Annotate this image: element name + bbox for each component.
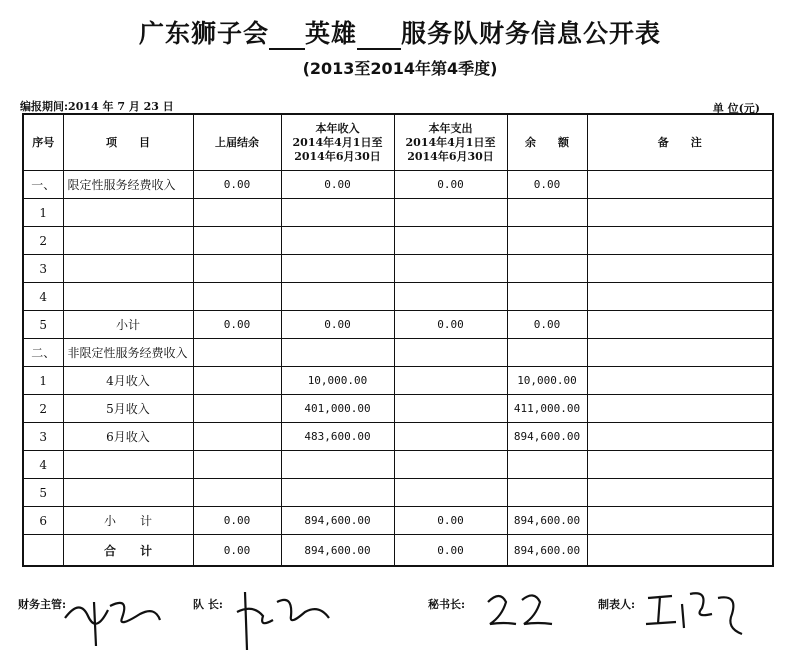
- row-seq: 4: [23, 451, 63, 479]
- row-expense: [394, 367, 507, 395]
- signature-row: [18, 596, 788, 666]
- row-expense: [394, 423, 507, 451]
- table-row: [23, 535, 773, 567]
- col-prev-balance: 上届结余: [193, 114, 281, 171]
- secretary-label: 秘书长:: [428, 598, 466, 611]
- row-remark: [587, 171, 773, 199]
- row-prev-balance: [193, 255, 281, 283]
- col-remark: 备 注: [587, 114, 773, 171]
- table-row: [23, 479, 773, 507]
- row-expense: [394, 227, 507, 255]
- row-remark: [587, 199, 773, 227]
- row-prev-balance: [193, 451, 281, 479]
- table-row: [23, 507, 773, 535]
- table-header: [23, 114, 773, 171]
- row-item: [63, 255, 193, 283]
- team-leader-label: 队 长:: [193, 598, 223, 611]
- row-income: [281, 283, 394, 311]
- row-prev-balance: 0.00: [193, 311, 281, 339]
- handwritten-signature-icon: [642, 584, 752, 644]
- row-item: [63, 451, 193, 479]
- preparer-signature: [598, 596, 635, 612]
- row-seq: 5: [23, 479, 63, 507]
- row-income: [281, 451, 394, 479]
- row-remark: [587, 283, 773, 311]
- row-income: 0.00: [281, 171, 394, 199]
- col-expense-label: 本年支出 2014年4月1日至 2014年6月30日: [405, 121, 496, 163]
- row-item: 小 计: [63, 507, 193, 535]
- team-leader-signature: [193, 596, 223, 612]
- row-balance: 894,600.00: [507, 535, 587, 567]
- row-income: 894,600.00: [281, 507, 394, 535]
- row-item: 5月收入: [63, 395, 193, 423]
- row-prev-balance: [193, 339, 281, 367]
- row-income: [281, 227, 394, 255]
- row-income: 894,600.00: [281, 535, 394, 567]
- row-prev-balance: [193, 283, 281, 311]
- row-remark: [587, 339, 773, 367]
- row-balance: 10,000.00: [507, 367, 587, 395]
- table-row: [23, 339, 773, 367]
- row-remark: [587, 311, 773, 339]
- row-balance: [507, 339, 587, 367]
- row-expense: 0.00: [394, 507, 507, 535]
- row-prev-balance: 0.00: [193, 507, 281, 535]
- row-balance: 894,600.00: [507, 507, 587, 535]
- row-expense: [394, 479, 507, 507]
- row-prev-balance: [193, 479, 281, 507]
- row-expense: [394, 395, 507, 423]
- row-item: 小计: [63, 311, 193, 339]
- row-expense: [394, 339, 507, 367]
- col-expense: [394, 114, 507, 171]
- row-remark: [587, 255, 773, 283]
- preparer-label: 制表人:: [598, 598, 636, 611]
- row-income: 10,000.00: [281, 367, 394, 395]
- row-prev-balance: [193, 423, 281, 451]
- row-seq: 5: [23, 311, 63, 339]
- row-seq: 二、: [23, 339, 63, 367]
- row-expense: [394, 283, 507, 311]
- table-row: [23, 423, 773, 451]
- row-prev-balance: 0.00: [193, 535, 281, 567]
- row-remark: [587, 227, 773, 255]
- row-balance: [507, 255, 587, 283]
- row-seq: 2: [23, 227, 63, 255]
- row-balance: 0.00: [507, 171, 587, 199]
- report-date: 编报期间:2014 年 7 月 23 日: [20, 100, 174, 113]
- row-prev-balance: [193, 227, 281, 255]
- row-remark: [587, 367, 773, 395]
- row-expense: [394, 255, 507, 283]
- page-title: 广东狮子会 英雄 服务队财务信息公开表: [138, 19, 662, 48]
- handwritten-signature-icon: [482, 586, 562, 636]
- row-seq: 1: [23, 199, 63, 227]
- table-row: [23, 451, 773, 479]
- table-row: [23, 311, 773, 339]
- row-balance: [507, 283, 587, 311]
- row-remark: [587, 423, 773, 451]
- row-balance: 894,600.00: [507, 423, 587, 451]
- row-balance: 0.00: [507, 311, 587, 339]
- row-balance: [507, 479, 587, 507]
- table-row: [23, 171, 773, 199]
- row-expense: [394, 199, 507, 227]
- row-seq: [23, 535, 63, 567]
- table-row: [23, 199, 773, 227]
- row-prev-balance: [193, 367, 281, 395]
- row-income: [281, 479, 394, 507]
- row-prev-balance: 0.00: [193, 171, 281, 199]
- row-seq: 1: [23, 367, 63, 395]
- row-expense: 0.00: [394, 535, 507, 567]
- row-item: 合 计: [63, 535, 193, 567]
- row-remark: [587, 395, 773, 423]
- col-balance: 余 额: [507, 114, 587, 171]
- row-balance: 411,000.00: [507, 395, 587, 423]
- finance-table: [22, 113, 774, 567]
- row-item: 限定性服务经费收入: [63, 171, 193, 199]
- row-remark: [587, 479, 773, 507]
- row-item: [63, 283, 193, 311]
- row-item: 6月收入: [63, 423, 193, 451]
- row-balance: [507, 199, 587, 227]
- row-balance: [507, 451, 587, 479]
- row-income: 401,000.00: [281, 395, 394, 423]
- row-balance: [507, 227, 587, 255]
- row-seq: 3: [23, 255, 63, 283]
- row-seq: 3: [23, 423, 63, 451]
- col-income: [281, 114, 394, 171]
- table-row: [23, 255, 773, 283]
- row-remark: [587, 535, 773, 567]
- table-row: [23, 395, 773, 423]
- row-income: [281, 339, 394, 367]
- row-income: [281, 199, 394, 227]
- row-item: [63, 479, 193, 507]
- table-row: [23, 227, 773, 255]
- table-row: [23, 367, 773, 395]
- row-remark: [587, 507, 773, 535]
- row-remark: [587, 451, 773, 479]
- handwritten-signature-icon: [233, 582, 343, 652]
- table-row: [23, 283, 773, 311]
- row-item: [63, 199, 193, 227]
- col-seq: 序号: [23, 114, 63, 171]
- row-income: 0.00: [281, 311, 394, 339]
- row-income: 483,600.00: [281, 423, 394, 451]
- finance-head-signature: [18, 596, 66, 612]
- row-seq: 一、: [23, 171, 63, 199]
- col-income-label: 本年收入 2014年4月1日至 2014年6月30日: [292, 121, 383, 163]
- row-income: [281, 255, 394, 283]
- row-expense: [394, 451, 507, 479]
- secretary-signature: [428, 596, 465, 612]
- row-expense: 0.00: [394, 171, 507, 199]
- finance-head-label: 财务主管:: [18, 598, 67, 611]
- row-prev-balance: [193, 395, 281, 423]
- row-item: [63, 227, 193, 255]
- row-prev-balance: [193, 199, 281, 227]
- row-seq: 4: [23, 283, 63, 311]
- page-subtitle: (2013至2014年第4季度): [302, 59, 498, 78]
- row-seq: 2: [23, 395, 63, 423]
- row-item: 非限定性服务经费收入: [63, 339, 193, 367]
- row-seq: 6: [23, 507, 63, 535]
- row-item: 4月收入: [63, 367, 193, 395]
- unit-label: 单 位(元): [712, 102, 760, 115]
- row-expense: 0.00: [394, 311, 507, 339]
- col-item: 项 目: [63, 114, 193, 171]
- handwritten-signature-icon: [60, 588, 170, 648]
